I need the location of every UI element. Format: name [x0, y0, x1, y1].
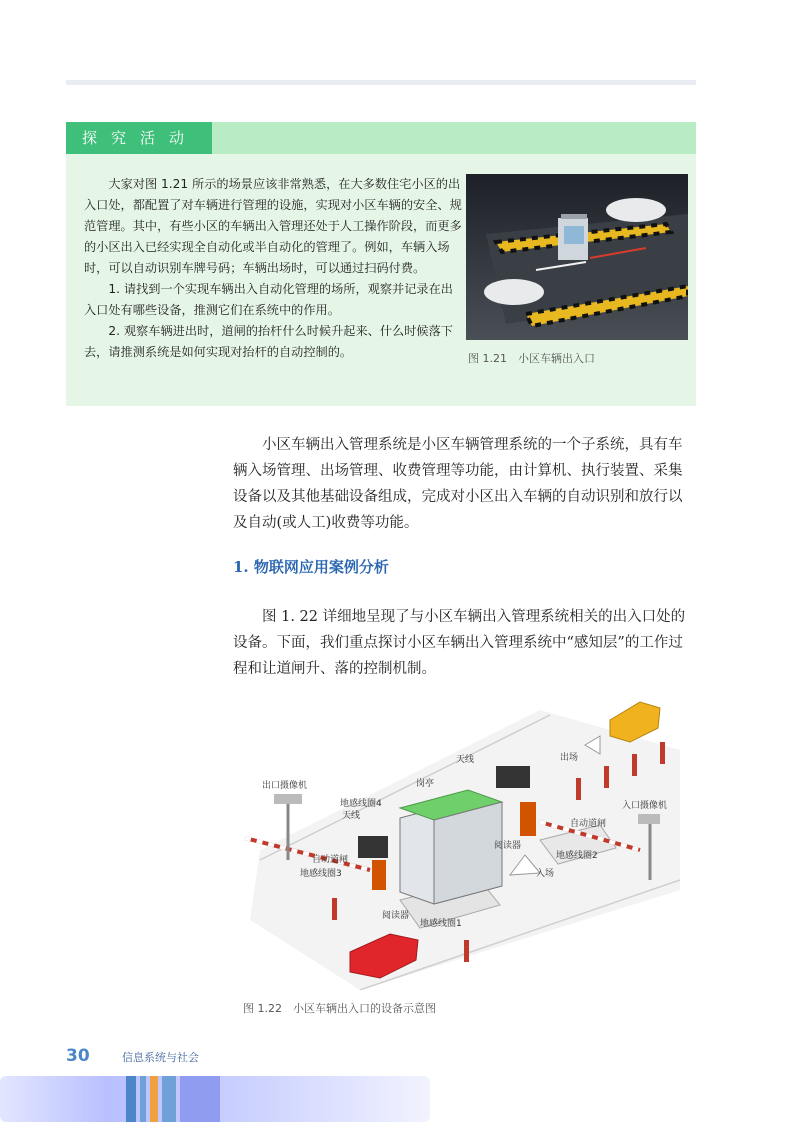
inquiry-text: [84, 174, 462, 363]
label-antenna-top: 天线: [456, 755, 475, 765]
entrance-equipment-diagram: [240, 690, 680, 990]
label-loop-2: 地感线圈2: [556, 851, 598, 861]
main-paragraph-2: 图 1. 22 详细地呈现了与小区车辆出入管理系统相关的出入口处的设备。下面，我们重点探讨小区车辆出入管理系统中“感知层”的工作过程和让道闸升、落的控制机制。: [233, 609, 686, 677]
inquiry-task-2: 2. 观察车辆进出时，道闸的抬杆什么时候升起来、什么时候落下去，请推测系统是如何实现对抬杆的自动控制的。: [84, 324, 453, 359]
inquiry-title: 探究活动: [66, 122, 212, 154]
label-gate-left: 自动道闸: [312, 855, 349, 865]
footer-color-band: [0, 1076, 430, 1122]
label-entry: 入场: [536, 869, 555, 879]
inquiry-activity-box: [66, 122, 696, 406]
inquiry-header-bar: [66, 122, 696, 154]
parking-entrance-photo: [466, 174, 688, 340]
label-exit-camera: 出口摄像机: [262, 781, 308, 791]
label-booth: 岗亭: [416, 779, 435, 789]
label-antenna-left: 天线: [342, 811, 361, 821]
top-rule: [66, 80, 696, 85]
section-title: 1. 物联网应用案例分析: [233, 558, 389, 576]
book-title: 信息系统与社会: [122, 1051, 199, 1064]
label-exit: 出场: [560, 753, 579, 763]
label-loop-3: 地感线圈3: [300, 869, 342, 879]
figure-1-22-caption: 图 1.22 小区车辆出入口的设备示意图: [243, 1002, 436, 1015]
label-gate-right: 自动道闸: [570, 819, 607, 829]
label-loop-1: 地感线圈1: [420, 919, 462, 929]
label-reader-right: 阅读器: [494, 841, 522, 851]
label-loop-4: 地感线圈4: [340, 799, 382, 809]
figure-1-21-caption: 图 1.21 小区车辆出入口: [468, 352, 595, 365]
label-reader-left: 阅读器: [382, 911, 410, 921]
main-paragraph-1: 小区车辆出入管理系统是小区车辆管理系统的一个子系统，具有车辆入场管理、出场管理、收费管理等功能，由计算机、执行装置、采集设备以及其他基础设备组成，完成对小区出入车辆的自动识别和放行以及自动(或人工)收费等功能。: [233, 437, 683, 531]
label-entry-camera: 入口摄像机: [622, 801, 668, 811]
inquiry-paragraph: 大家对图 1.21 所示的场景应该非常熟悉，在大多数住宅小区的出入口处，都配置了对车辆进行管理的设施，实现对小区车辆的安全、规范管理。其中，有些小区的车辆出入管理还处于人工操作阶段，而更多的小区出入已经实现全自动化或半自动化的管理了。例如，车辆入场时，可以自动识别车牌号码；车辆出场时，可以通过扫码付费。: [84, 177, 462, 275]
page-number: 30: [66, 1046, 90, 1066]
inquiry-task-1: 1. 请找到一个实现车辆出入自动化管理的场所，观察并记录在出入口处有哪些设备，推测它们在系统中的作用。: [84, 282, 453, 317]
